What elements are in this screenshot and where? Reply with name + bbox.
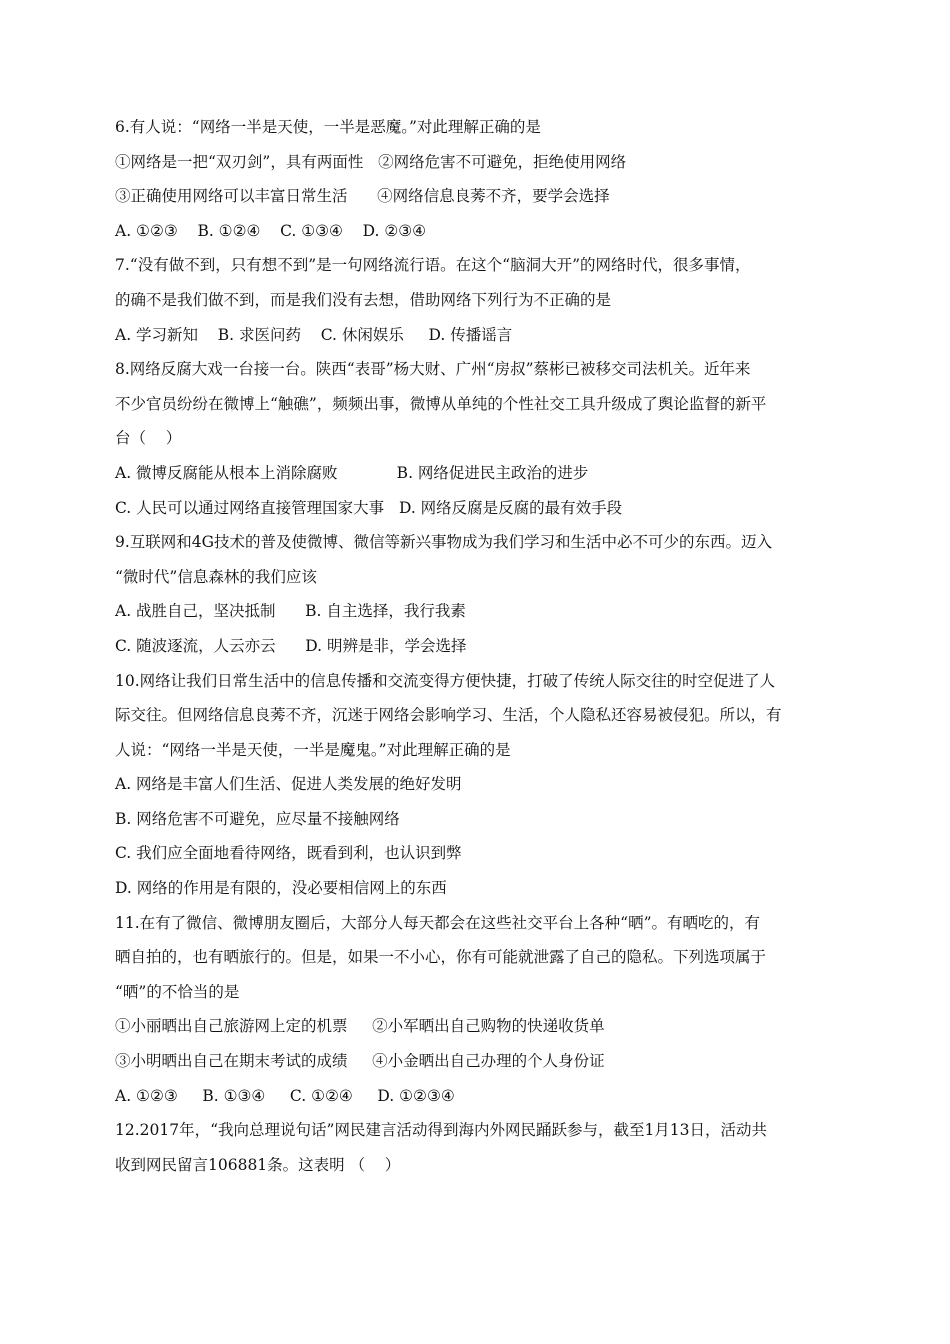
question-stem: 人说：“网络一半是天使，一半是魔鬼。”对此理解正确的是 bbox=[115, 740, 511, 759]
answer-options: A. 战胜自己，坚决抵制 B. 自主选择，我行我素 bbox=[115, 602, 466, 621]
question-12 bbox=[115, 1113, 840, 1182]
question-8 bbox=[115, 352, 840, 525]
question-11 bbox=[115, 906, 840, 1114]
answer-option-b: B. 网络危害不可避免，应尽量不接触网络 bbox=[115, 809, 400, 828]
answer-option-d: D. 网络的作用是有限的，没必要相信网上的东西 bbox=[115, 879, 447, 898]
question-stem: 6.有人说：“网络一半是天使，一半是恶魔。”对此理解正确的是 bbox=[115, 118, 541, 136]
question-stem: 8.网络反腐大戏一台接一台。陕西“表哥”杨大财、广州“房叔”蔡彬已被移交司法机关。近年来 bbox=[115, 360, 751, 379]
statement-line: ③小明晒出自己在期末考试的成绩 ④小金晒出自己办理的个人身份证 bbox=[115, 1052, 605, 1071]
question-9 bbox=[115, 525, 840, 663]
question-stem: 9.互联网和4G技术的普及使微博、微信等新兴事物成为我们学习和生活中必不可少的东西。迈入 bbox=[115, 533, 773, 552]
answer-options: C. 随波逐流，人云亦云 D. 明辨是非，学会选择 bbox=[115, 636, 467, 655]
question-stem: 11.在有了微信、微博朋友圈后，大部分人每天都会在这些社交平台上各种“晒”。有晒吃的，有 bbox=[115, 913, 761, 932]
question-10 bbox=[115, 664, 840, 906]
answer-options: A. 微博反腐能从根本上消除腐败 B. 网络促进民主政治的进步 bbox=[115, 463, 589, 482]
question-stem: 10.网络让我们日常生活中的信息传播和交流变得方便快捷，打破了传统人际交往的时空促进了人 bbox=[115, 671, 776, 690]
question-7 bbox=[115, 248, 840, 352]
answer-option-c: C. 我们应全面地看待网络，既看到利，也认识到弊 bbox=[115, 844, 462, 863]
question-6 bbox=[115, 110, 840, 248]
exam-page bbox=[115, 110, 840, 1182]
answer-options: A. ①②③ B. ①②④ C. ①③④ D. ②③④ bbox=[115, 221, 427, 240]
question-stem: 不少官员纷纷在微博上“触礁”，频频出事，微博从单纯的个性社交工具升级成了舆论监督的新平 bbox=[115, 394, 767, 413]
question-stem: 际交往。但网络信息良莠不齐，沉迷于网络会影响学习、生活，个人隐私还容易被侵犯。所以，有 bbox=[115, 706, 782, 725]
statement-line: ①网络是一把“双刃剑”，具有两面性 ②网络危害不可避免，拒绝使用网络 bbox=[115, 152, 627, 171]
question-stem: 收到网民留言106881条。这表明 （ ） bbox=[115, 1155, 401, 1174]
statement-line: ①小丽晒出自己旅游网上定的机票 ②小军晒出自己购物的快递收货单 bbox=[115, 1017, 605, 1036]
answer-options: A. 学习新知 B. 求医问药 C. 休闲娱乐 D. 传播谣言 bbox=[115, 325, 513, 344]
question-stem: 台（ ） bbox=[115, 429, 182, 448]
question-stem: 晒自拍的，也有晒旅行的。但是，如果一不小心，你有可能就泄露了自己的隐私。下列选项属于 bbox=[115, 948, 767, 967]
answer-options: C. 人民可以通过网络直接管理国家大事 D. 网络反腐是反腐的最有效手段 bbox=[115, 498, 623, 517]
question-stem: 12.2017年，“我向总理说句话”网民建言活动得到海内外网民踊跃参与，截至1月13日，活动共 bbox=[115, 1121, 768, 1140]
question-stem: “微时代”信息森林的我们应该 bbox=[115, 567, 317, 586]
question-stem: 7.“没有做不到，只有想不到”是一句网络流行语。在这个“脑洞大开”的网络时代，很多事情， bbox=[115, 256, 751, 275]
question-stem: “晒”的不恰当的是 bbox=[115, 982, 240, 1001]
answer-options: A. ①②③ B. ①③④ C. ①②④ D. ①②③④ bbox=[115, 1086, 455, 1105]
question-stem: 的确不是我们做不到，而是我们没有去想，借助网络下列行为不正确的是 bbox=[115, 290, 612, 309]
statement-line: ③正确使用网络可以丰富日常生活 ④网络信息良莠不齐，要学会选择 bbox=[115, 187, 610, 206]
answer-option-a: A. 网络是丰富人们生活、促进人类发展的绝好发明 bbox=[115, 775, 462, 794]
